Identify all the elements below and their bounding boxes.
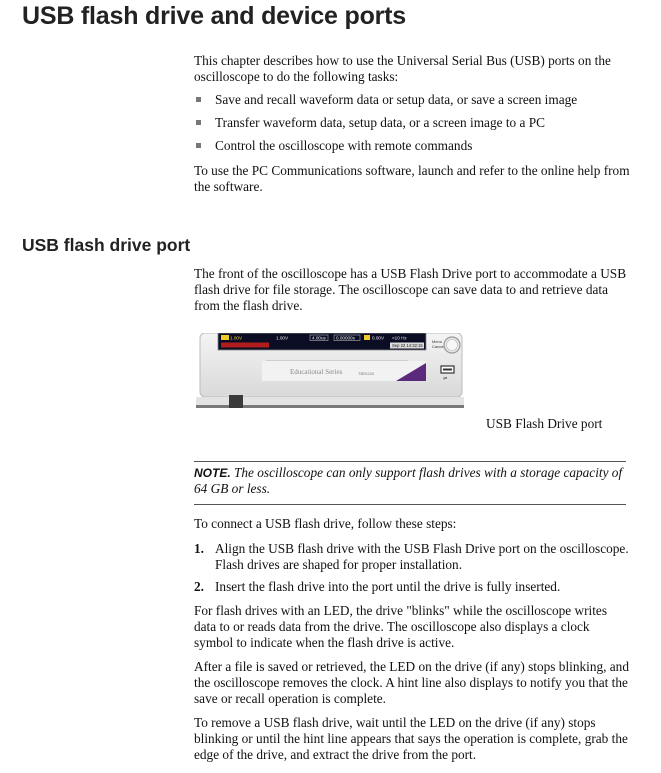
bullet-square-icon (196, 120, 201, 125)
after-save-paragraph: After a file is saved or retrieved, the LED on the drive (if any) stops blinking, and the oscilloscope removes the clock. A hint line also displays to notify you that the save or recall operation is complete. (194, 659, 629, 706)
bullet-text: Save and recall waveform data or setup data, or save a screen image (215, 92, 578, 107)
intro-paragraph: This chapter describes how to use the Universal Serial Bus (USB) ports on the oscilloscope to do the following tasks: (194, 53, 611, 84)
educational-series-label: Educational Series (290, 368, 343, 376)
model-label: TBS1102 (358, 371, 375, 376)
trigger-readout: 0.00V (372, 335, 385, 341)
remove-drive-paragraph: To remove a USB flash drive, wait until the LED on the drive (if any) stops blinking or until the hint line appears that says the operation is complete, grab the edge of the drive, and extract the drive from the port. (194, 715, 628, 762)
frequency-readout: <10 Hz (392, 335, 407, 341)
pc-communications-paragraph: To use the PC Communications software, launch and refer to the online help from the software. (194, 163, 630, 194)
note-box (194, 465, 626, 497)
menu-cancel-label: Menu (432, 339, 443, 344)
scope-foot (229, 395, 243, 408)
front-panel-paragraph: The front of the oscilloscope has a USB Flash Drive port to accommodate a USB flash drive for file storage. The oscilloscope can save data to and retrieve data from the flash drive. (194, 266, 627, 313)
step-number: 2. (194, 579, 204, 594)
timebase-readout: 4.00us (312, 335, 326, 341)
section-heading: USB flash drive port (22, 235, 191, 255)
position-readout: 0.00000s (336, 335, 355, 341)
bullet-text: Transfer waveform data, setup data, or a screen image to a PC (215, 115, 545, 130)
note-label: NOTE. (194, 466, 231, 480)
ch1-scale-readout: 1.00V (230, 335, 243, 341)
svg-text:⇌: ⇌ (443, 376, 448, 382)
note-top-rule (194, 461, 626, 462)
note-bottom-rule (194, 504, 626, 505)
page-title: USB flash drive and device ports (22, 2, 406, 30)
bullet-square-icon (196, 97, 201, 102)
led-paragraph: For flash drives with an LED, the drive "blinks" while the oscilloscope writes data to or reads data from the drive. The oscilloscope also displays a clock symbol to indicate when the flash drive is active. (194, 603, 608, 650)
datetime-readout: Sep 22 14:32:15 (392, 343, 423, 348)
bullet-square-icon (196, 143, 201, 148)
oscilloscope-front-panel-image (196, 333, 464, 408)
note-text: The oscilloscope can only support flash drives with a storage capacity of 64 GB or less. (194, 465, 623, 496)
connect-intro: To connect a USB flash drive, follow these steps: (194, 516, 457, 531)
ch2-scale-readout: 1.00V (276, 335, 289, 341)
step-text: Insert the flash drive into the port until the drive is fully inserted. (215, 579, 561, 594)
figure-caption: USB Flash Drive port (486, 416, 603, 431)
step-text: Align the USB flash drive with the USB Flash Drive port on the oscilloscope. Flash drives are shaped for proper installation. (215, 541, 629, 572)
svg-text:Cancel: Cancel (432, 344, 445, 349)
step-number: 1. (194, 541, 204, 556)
bullet-text: Control the oscilloscope with remote commands (215, 138, 473, 153)
